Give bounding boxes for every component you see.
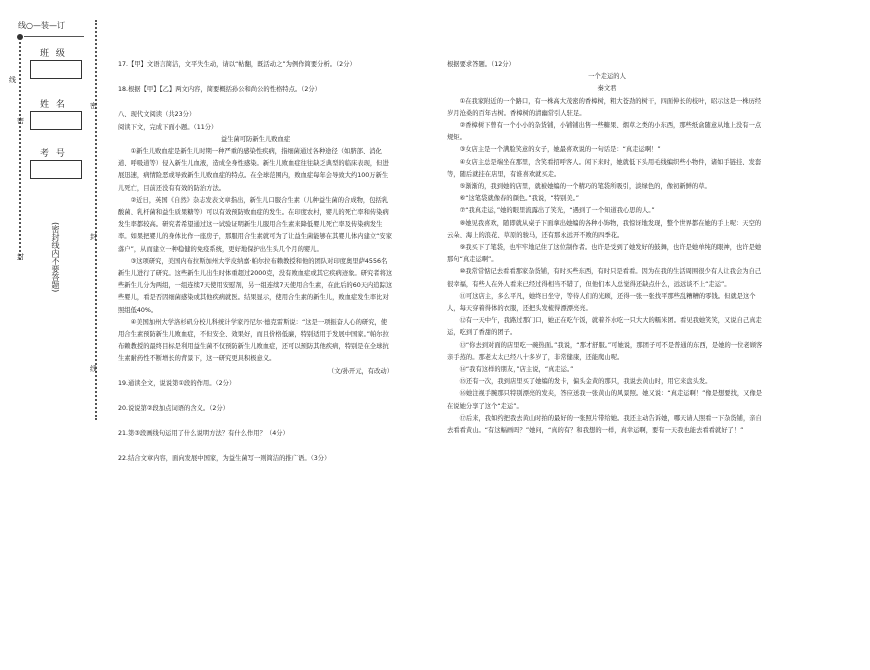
story-paragraph: ③女店主是一个满脸笑意的女子，她最喜欢说的一句话是：“真走运啊！” xyxy=(459,146,661,154)
story-paragraph: ②香樟树下曾有一个小小的杂货铺，小铺铺出售一些糖果、烟草之类的小东西，那些纸盒随意从地上没有一点规矩。 xyxy=(447,122,762,142)
class-label: 班 级 xyxy=(40,49,67,59)
question-17: 17.【甲】文语言简洁，文平失生动，请以“帖翻，既活动之”为例作简要分析。（2分） xyxy=(118,61,356,68)
name-label: 姓 名 xyxy=(40,100,67,110)
binding-strip xyxy=(0,0,112,670)
reading-intro: 根据要求答题。（12分） xyxy=(447,61,515,68)
reading-instruction: 阅读下文，完成下面小题。（11分） xyxy=(118,123,218,131)
question-19: 19.通读全文，说说第①段的作用。（2分） xyxy=(118,379,236,387)
exam-number-field[interactable] xyxy=(30,160,82,179)
seal-char-feng: 封 xyxy=(17,253,24,261)
seal-char-xian-right: 线 xyxy=(90,365,97,373)
story-paragraph: ⑭“我有这样的朋友，”店主说，“真走运。” xyxy=(459,366,574,374)
story-paragraph: ⑨我买下了笔袋，也牢牢地记住了这位制作者。也许是受到了她发好的鼓舞，也许是她单纯的眼神，也许是她那句“真走运啊”。 xyxy=(447,244,762,264)
binding-dot xyxy=(17,34,23,40)
question-18: 18.根据【甲】【乙】两文内容，简要概括孙公和尚公的性格特点。（2分） xyxy=(118,86,321,94)
binding-top-line: 线○—装—订 xyxy=(18,21,65,30)
question-22: 22.结合文章内容，面向发展中国家，为益生菌写一则简洁的推广语。（3分） xyxy=(118,455,331,463)
seal-notice: (密封线内不要答题) xyxy=(51,222,60,293)
story-paragraph: ⑰后来，我如约把我去黄山时拍的最好的一张照片带给她。我还主动告诉她，哪天请人照看一下杂货铺，亲自去看看黄山。“有这幅画吗？”她问，“真的有？和我想的一样，真幸运啊，要有一天我也能去看看就好了！” xyxy=(447,414,762,435)
article-title: 益生菌可防新生儿败血症 xyxy=(220,135,291,143)
dotted-seal-line-left xyxy=(19,42,21,260)
article-paragraph: ③这项研究，美国内布拉斯加州大学皮纳嘉·帕尔拉布赖教授和他的团队对印度奥里萨4556名新生儿进行了研究。这些新生儿出生时体重超过2000克，没有败血症或其它疾病迹象。研究者将这些新生儿分为两组，一组连续7天使用安慰剂，另一组连续7天使用合生素，在此后的60天内追踪这些婴儿，看是否因细菌感染或其他疾病就医。结果显示，使用合生素的新生儿，败血症发生率比对照组低40%。 xyxy=(118,257,393,314)
story-paragraph: ⑤渐渐的，我到她的店里，就被她编的一个精巧的笔袋所吸引，淡绿色的，像初新鲜的草。 xyxy=(459,183,711,191)
story-paragraph: ⑪可这店主，多么平凡，她终日坐守，等待人们的光顾，还得一张一张找平那些乱糟糟的零钱。但就是这个人，每天穿着得体的衣服，还把头发梳得漂漂亮亮。 xyxy=(447,292,756,313)
article-paragraph: ①新生儿败血症是新生儿时期一种严重的感染性疾病，指细菌通过各种途径（如脐部、消化道、呼吸道等）侵入新生儿血液，造成全身性感染。新生儿败血症往往缺乏典型的临床表现，但进展迅速，病情险恶或导致新生儿败血症的特点。在全球范围内，败血症每年会导致大约100万新生儿死亡，目前还没有有效的防治方法。 xyxy=(118,148,389,192)
name-field[interactable] xyxy=(30,111,82,130)
story-paragraph: ⑬“你去到对面的店里吃一碗热面。”我说，“那才舒服。”可她说，那团子可不是普通的东西，是她的一位老顾客亲手蒸的。那老太太已经八十多岁了，非常健康，还能爬山呢。 xyxy=(447,341,763,361)
dotted-seal-line-right xyxy=(95,20,97,420)
class-field[interactable] xyxy=(30,60,82,79)
section-title: 八、现代文阅读（共23分） xyxy=(118,111,196,119)
seal-char-feng-right: 封 xyxy=(90,233,97,241)
story-title: 一个走运的人 xyxy=(588,73,626,81)
seal-char-mi-right: 密 xyxy=(90,102,97,110)
seal-char-mi: 密 xyxy=(17,117,24,125)
story-paragraph: ⑯她注视手腕那只特别漂亮的发夹，答应送我一张黄山的风景照。她又说：“真走运啊！”像是想要找，又像是在说她分享了这个“走运”。 xyxy=(447,390,763,410)
question-21: 21.第③段画线句运用了什么说明方法？有什么作用？（4分） xyxy=(118,430,289,438)
story-paragraph: ⑩我常常惦记去看看那家杂货铺，有时买些东西，有时只是看看。因为在我的生活周围很少有人让我会为自己很幸福，有些人在外人看来已经过得相当不错了，但他们本人总觉得还缺点什么，远远谈不上“走运”。 xyxy=(447,268,762,288)
article-paragraph: ④美国加州大学洛杉矶分校儿科统计学家丹尼尔·德克雷斯说：“这是一项振奋人心的研究，使用合生素预防新生儿败血症，不但安全、效果好，而且价格低廉，特别适用于发展中国家。”帕尔拉布赖教授的最终目标是利用益生菌不仅预防新生儿败血症，还可以预防其他疾病，特别是在全球抗生素耐药性不断增长的背景下，这一研究更具积极意义。 xyxy=(118,318,389,363)
story-paragraph: ⑦“我真走运，”她的眼里流露出了笑光，“遇到了一个知道我心思的人。” xyxy=(459,207,655,215)
seal-char-line: 线 xyxy=(9,76,16,84)
article-paragraph: ②近日，英国《自然》杂志发表文章指出，新生儿口服合生素（儿种益生菌的合成物，包括乳酸菌、乳杆菌和益生质果糖等）可以有效预防败血症的发生。在印度农村，婴儿的死亡率和传染病发生率都较高。研究者希望通过这一试验证明新生儿服用合生素来降低婴儿死亡率及传染病发生率。如果把婴儿的身体比作一座房子，那服用合生素就可为了让益生菌能够在其婴儿体内建立“安家落户”，从而建立一种稳健的免疫系统，更好地保护出生头几个月的婴儿。 xyxy=(118,196,393,253)
story-paragraph: ①在我家附近的一个路口，有一株高大茂密的香樟树，粗大苍劲的树干，四面伸长的枝叶，昭示这是一株历经岁月沧桑的百年古树。香樟树的清幽常引人驻足。 xyxy=(447,97,762,117)
story-paragraph: ⑮还有一次，我到店里买了她编的发卡，偏头金黄的那只，我说去黄山时，用它来盘头发。 xyxy=(459,378,712,386)
story-paragraph: ⑧她见我喜欢，随即就从桌子下面拿出她编的各种小饰物，我惊讶地发现，整个世界都在她的手上呢：天空的云朵、海上的浪花、草原的骏马，还有那永远开不败的四季花。 xyxy=(447,219,762,239)
story-author: 秦文君 xyxy=(597,85,617,93)
right-column xyxy=(447,59,767,437)
story-paragraph: ④女店主总是端坐在那里，含笑看招呼客人。闲下来时，她就低下头用毛线编织些小物件，诸如手链挂、发套等，随后就挂在店里，有谁喜欢就买走。 xyxy=(447,158,762,178)
exam-number-label: 考 号 xyxy=(40,149,67,159)
binding-rule xyxy=(24,36,84,37)
article-source: （文/孙开元，有改动） xyxy=(327,367,393,375)
story-paragraph: ⑥“这笔袋就像春的颜色。”我说，“特别美。” xyxy=(459,195,580,203)
story-paragraph: ⑫有一天中午，我路过那门口，她正在吃午饭，就着芥水吃一只大大的糯米团。看见我她笑笑，又说自己真走运，吃到了香甜的团子。 xyxy=(447,317,762,337)
left-column xyxy=(118,59,393,466)
question-20: 20.说说第②段加点词语的含义。（2分） xyxy=(118,405,229,413)
